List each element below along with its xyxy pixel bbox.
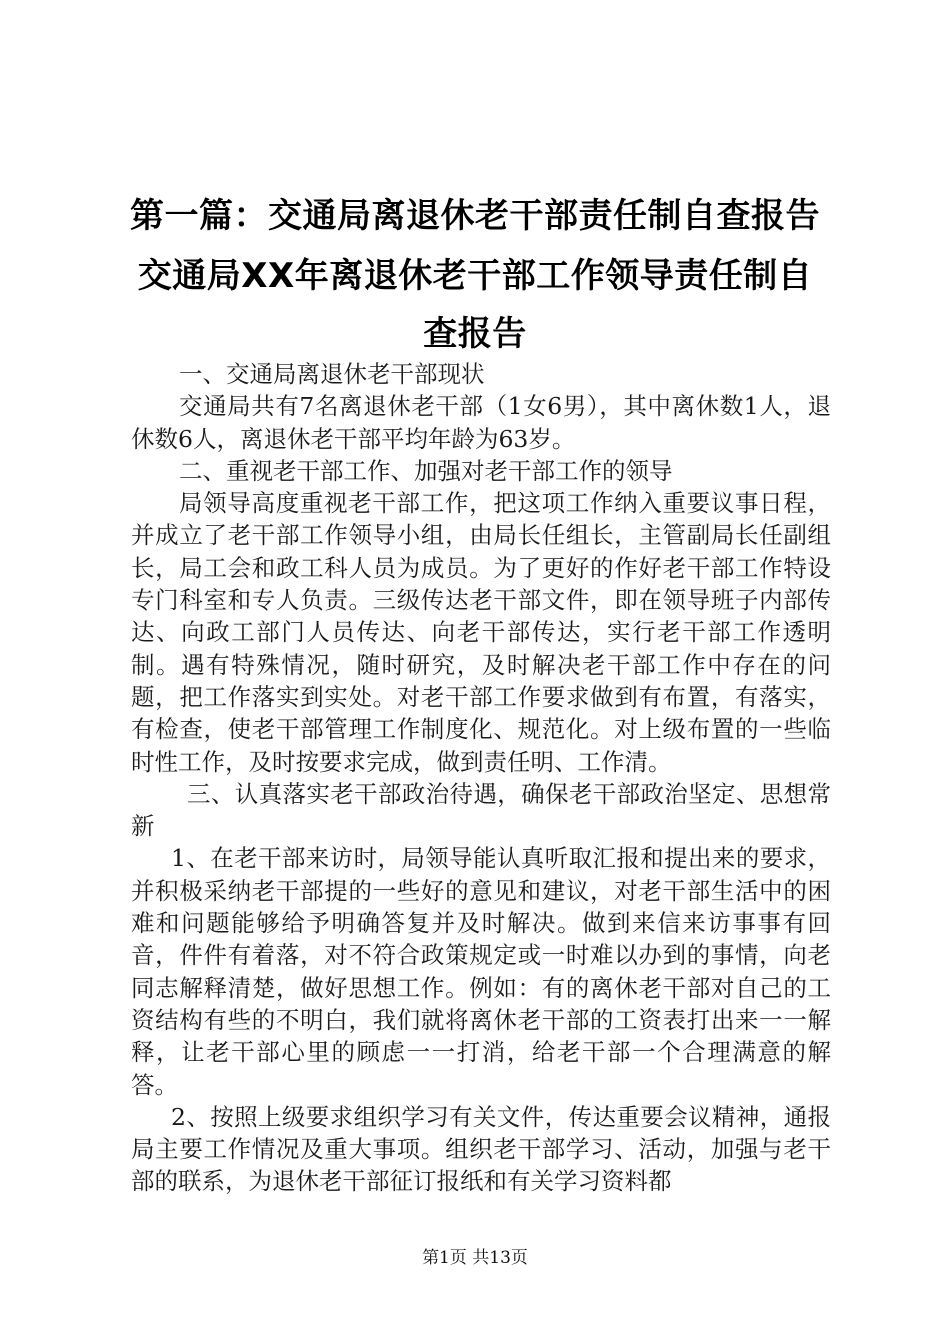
section-heading-3: 三、认真落实老干部政治待遇，确保老干部政治坚定、思想常新 <box>131 779 831 841</box>
section-heading-1: 一、交通局离退休老干部现状 <box>179 360 485 388</box>
document-title-line-2: 交通局XX年离退休老干部工作领导责任制自 <box>137 256 813 296</box>
page-footer: 第1页 共13页 <box>422 1248 528 1268</box>
document-title-line-3: 查报告 <box>423 314 527 354</box>
section-heading-2: 二、重视老干部工作、加强对老干部工作的领导 <box>179 456 673 485</box>
document-title-line-1: 第一篇：交通局离退休老干部责任制自查报告 <box>130 196 820 236</box>
paragraph-3: 1、在老干部来访时，局领导能认真听取汇报和提出来的要求，并积极采纳老干部提的一些好的意见和建议，对老干部生活中的困难和问题能够给予明确答复并及时解决。做到来信来访事事有回音，件件有着落，对不符合政策规定或一时难以办到的事情，向老同志解释清楚，做好思想工作。例如：有的离休老干部对自己的工资结构有些的不明白，我们就将离休老干部的工资表打出来一一解释，让老干部心里的顾虑一一打消，给老干部一个合理满意的解答。 <box>131 844 831 1099</box>
paragraph-2: 局领导高度重视老干部工作，把这项工作纳入重要议事日程，并成立了老干部工作领导小组，由局长任组长，主管副局长任副组长，局工会和政工科人员为成员。为了更好的作好老干部工作特设专门科室和专人负责。三级传达老干部文件，即在领导班子内部传达、向政工部门人员传达、向老干部传达，实行老干部工作透明制。遇有特殊情况，随时研究，及时解决老干部工作中存在的问题，把工作落实到实处。对老干部工作要求做到有布置，有落实，有检查，使老干部管理工作制度化、规范化。对上级布置的一些临时性工作，及时按要求完成，做到责任明、工作清。 <box>131 489 831 776</box>
document-body <box>131 358 831 1198</box>
paragraph-4: 2、按照上级要求组织学习有关文件，传达重要会议精神，通报局主要工作情况及重大事项。组织老干部学习、活动，加强与老干部的联系，为退休老干部征订报纸和有关学习资料都 <box>131 1102 831 1196</box>
paragraph-1: 交通局共有7名离退休老干部（1女6男），其中离休数1人，退休数6人，离退休老干部平均年龄为63岁。 <box>131 392 831 453</box>
